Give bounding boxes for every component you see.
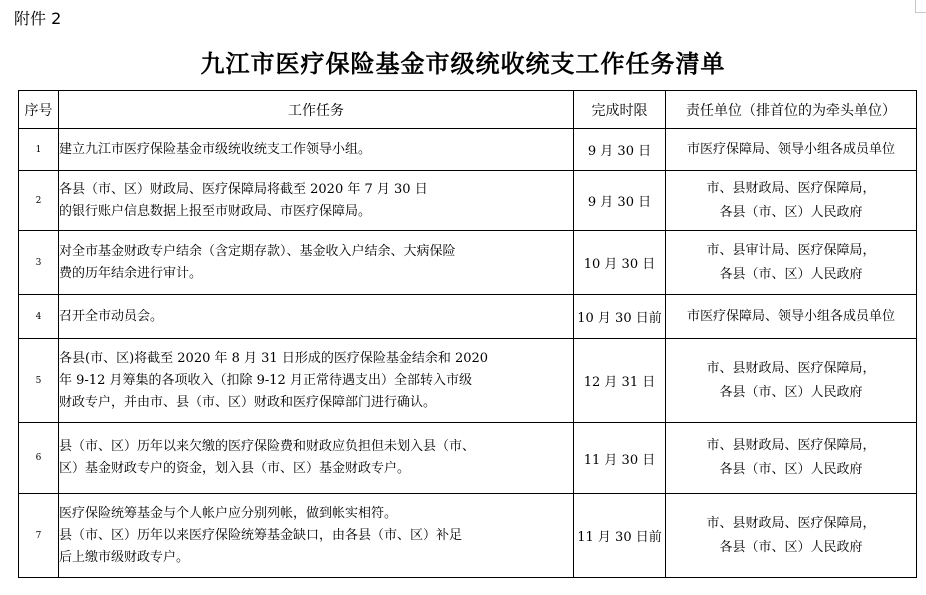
unit-text: 市、县财政局、医疗保障局，: [706, 515, 876, 531]
unit-cell: [666, 295, 917, 339]
task-text: 费的历年结余进行审计。: [59, 265, 203, 281]
unit-cell: [666, 231, 917, 295]
unit-cell: [666, 171, 917, 231]
unit-text: 市医疗保障局、领导小组各成员单位: [686, 141, 895, 157]
task-table: [18, 90, 917, 578]
unit-text: 市、县审计局、医疗保障局，: [706, 242, 876, 258]
unit-text: 市医疗保障局、领导小组各成员单位: [686, 308, 895, 324]
row-number: 4: [19, 295, 59, 339]
task-text: 医疗保险统筹基金与个人帐户应分别列帐，做到帐实相符。: [59, 505, 398, 521]
unit-text: 市、县财政局、医疗保障局，: [706, 438, 876, 453]
row-number: 3: [19, 231, 59, 295]
unit-cell: [666, 339, 917, 423]
attachment-label: 附件 2: [14, 9, 62, 28]
page-corner-mark: [915, 0, 926, 13]
deadline-cell: 11 月 30 日: [574, 423, 666, 494]
table-row: [19, 171, 917, 231]
table-row: [19, 494, 917, 578]
unit-cell: [666, 423, 917, 494]
deadline-cell: 11 月 30 日前: [574, 494, 666, 578]
task-text: 后上缴市级财政专户。: [59, 549, 190, 565]
task-text: 的银行账户信息数据上报至市财政局、市医疗保障局。: [59, 203, 372, 219]
task-cell: [59, 171, 574, 231]
table-row: [19, 295, 917, 339]
task-cell: [59, 339, 574, 423]
task-cell: [59, 129, 574, 171]
task-cell: [59, 295, 574, 339]
task-text: 县（市、区）历年以来医疗保险统筹基金缺口，由各县（市、区）补足: [59, 527, 463, 543]
deadline-cell: 10 月 30 日: [574, 231, 666, 295]
task-cell: [59, 494, 574, 578]
task-text: 各县(市、区)将截至 2020 年 8 月 31 日形成的医疗保险基金结余和 2020: [59, 350, 489, 366]
unit-text: 各县（市、区）人民政府: [719, 204, 863, 220]
row-number: 1: [19, 129, 59, 171]
unit-text: 市、县财政局、医疗保障局，: [706, 360, 876, 376]
unit-text: 各县（市、区）人民政府: [719, 266, 863, 282]
table-row: [19, 423, 917, 494]
unit-cell: [666, 494, 917, 578]
task-text: 各县（市、区）财政局、医疗保障局将截至 2020 年 7 月 30 日: [59, 181, 428, 197]
unit-text: 各县（市、区）人民政府: [719, 384, 863, 400]
header-unit: 责任单位（排首位的为牵头单位）: [666, 91, 917, 129]
task-text: 县（市、区）历年以来欠缴的医疗保险费和财政应负担但未划入县（市、: [59, 439, 476, 454]
table-row: [19, 129, 917, 171]
deadline-cell: 12 月 31 日: [574, 339, 666, 423]
deadline-cell: 10 月 30 日前: [574, 295, 666, 339]
task-cell: [59, 231, 574, 295]
table-row: [19, 231, 917, 295]
unit-text: 市、县财政局、医疗保障局，: [706, 180, 876, 196]
unit-text: 各县（市、区）人民政府: [719, 462, 863, 477]
header-no: 序号: [19, 91, 59, 129]
table-row: [19, 339, 917, 423]
row-number: 6: [19, 423, 59, 494]
row-number: 7: [19, 494, 59, 578]
header-task: 工作任务: [59, 91, 574, 129]
task-text: 对全市基金财政专户结余（含定期存款）、基金收入户结余、大病保险: [59, 243, 456, 259]
deadline-cell: 9 月 30 日: [574, 171, 666, 231]
task-text: 财政专户，并由市、县（市、区）财政和医疗保障部门进行确认。: [59, 394, 437, 410]
task-cell: [59, 423, 574, 494]
table-header-row: [19, 91, 917, 129]
task-text: 区）基金财政专户的资金，划入县（市、区）基金财政专户。: [59, 461, 411, 476]
task-text: 年 9-12 月筹集的各项收入（扣除 9-12 月正常待遇支出）全部转入市级: [59, 372, 472, 388]
unit-text: 各县（市、区）人民政府: [719, 539, 863, 555]
row-number: 5: [19, 339, 59, 423]
task-text: 召开全市动员会。: [59, 308, 164, 324]
task-text: 建立九江市医疗保险基金市级统收统支工作领导小组。: [59, 141, 372, 157]
unit-cell: [666, 129, 917, 171]
row-number: 2: [19, 171, 59, 231]
document-title: 九江市医疗保险基金市级统收统支工作任务清单: [200, 50, 726, 78]
deadline-cell: 9 月 30 日: [574, 129, 666, 171]
header-deadline: 完成时限: [574, 91, 666, 129]
